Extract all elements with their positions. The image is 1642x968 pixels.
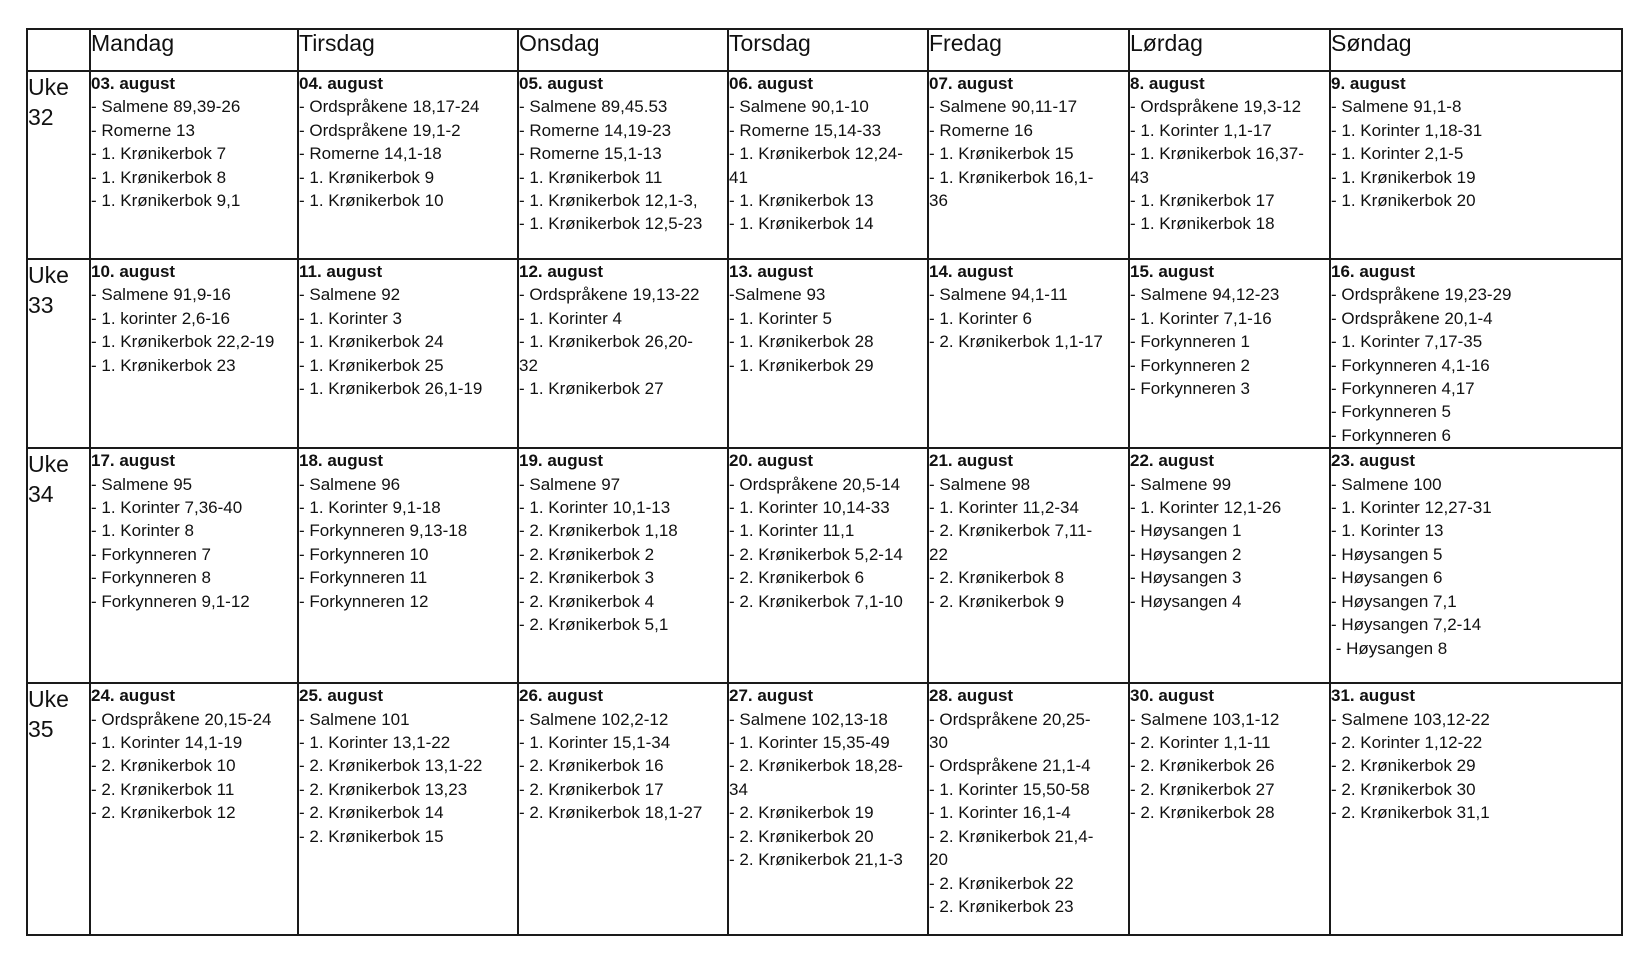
reading-item: - 2. Krønikerbok 12 xyxy=(91,803,236,823)
day-cell xyxy=(1330,448,1622,683)
reading-item: - 1. Korinter 7,17-35 xyxy=(1331,332,1483,352)
week-label: 34 xyxy=(28,481,54,508)
reading-item: - Salmene 91,1-8 xyxy=(1331,97,1462,117)
reading-item: - 2. Krønikerbok 29 xyxy=(1331,756,1476,776)
reading-item: - 2. Krønikerbok 16 xyxy=(519,756,664,776)
day-cell xyxy=(518,71,728,259)
day-cell xyxy=(1330,259,1622,448)
reading-item: 30 xyxy=(929,733,948,753)
reading-item: - 2. Krønikerbok 19 xyxy=(729,803,874,823)
reading-item: - Høysangen 3 xyxy=(1130,568,1242,588)
reading-item: - Salmene 91,9-16 xyxy=(91,285,231,305)
reading-item: - Romerne 15,14-33 xyxy=(729,120,882,140)
reading-item: - 1. Krønikerbok 26,1-19 xyxy=(299,379,483,399)
reading-item: - 1. Korinter 15,35-49 xyxy=(729,733,890,753)
reading-item: - Ordspråkene 20,1-4 xyxy=(1331,308,1493,328)
date-label: 23. august xyxy=(1331,451,1416,471)
reading-item: - 1. Krønikerbok 14 xyxy=(729,214,874,234)
date-label: 07. august xyxy=(929,74,1014,93)
reading-item: - 2. Krønikerbok 20 xyxy=(729,826,874,846)
reading-item: - Forkynneren 9,1-12 xyxy=(91,591,250,611)
date-label: 28. august xyxy=(929,686,1014,706)
day-cell xyxy=(298,683,518,935)
reading-item: - 1. korinter 2,6-16 xyxy=(91,308,230,328)
reading-item: - 2. Krønikerbok 26 xyxy=(1130,756,1275,776)
week-label-cell xyxy=(27,71,90,259)
day-header: Onsdag xyxy=(518,29,728,71)
reading-item: - Ordspråkene 20,5-14 xyxy=(729,474,901,494)
reading-item: - 1. Korinter 8 xyxy=(91,521,194,541)
reading-item: - Romerne 15,1-13 xyxy=(519,144,662,164)
reading-item: - 2. Krønikerbok 9 xyxy=(929,591,1065,611)
reading-item: - 1. Korinter 10,1-13 xyxy=(519,498,671,518)
reading-item: - 2. Krønikerbok 11 xyxy=(91,779,235,799)
reading-item: - Salmene 98 xyxy=(929,474,1031,494)
date-label: 06. august xyxy=(729,74,814,93)
reading-item: - Forkynneren 9,13-18 xyxy=(299,521,468,541)
reading-item: - 1. Korinter 4 xyxy=(519,308,622,328)
date-label: 21. august xyxy=(929,451,1014,471)
reading-item: - 2. Krønikerbok 22 xyxy=(929,873,1074,893)
reading-item: - 1. Krønikerbok 16,1- xyxy=(929,167,1094,187)
reading-item: - Ordspråkene 19,3-12 xyxy=(1130,97,1302,117)
day-header: Søndag xyxy=(1330,29,1622,71)
week-label: Uke xyxy=(28,686,69,713)
date-label: 05. august xyxy=(519,74,604,93)
day-cell xyxy=(728,683,928,935)
reading-item: - 2. Krønikerbok 1,18 xyxy=(519,521,678,541)
reading-item: 43 xyxy=(1130,167,1149,187)
day-header: Torsdag xyxy=(728,29,928,71)
reading-item: - 2. Krønikerbok 8 xyxy=(929,568,1065,588)
day-header: Fredag xyxy=(928,29,1129,71)
reading-item: - 1. Krønikerbok 13 xyxy=(729,191,874,211)
reading-item: - 1. Korinter 11,1 xyxy=(729,521,855,541)
reading-item: - Salmene 90,1-10 xyxy=(729,97,869,117)
reading-item: - Salmene 103,12-22 xyxy=(1331,709,1490,729)
reading-item: - 1. Korinter 11,2-34 xyxy=(929,498,1079,518)
week-row xyxy=(27,683,1622,935)
day-cell xyxy=(1330,71,1622,259)
reading-item: - Ordspråkene 20,25- xyxy=(929,709,1091,729)
reading-item: - Salmene 101 xyxy=(299,709,410,729)
reading-item: - 2. Krønikerbok 5,2-14 xyxy=(729,544,903,564)
reading-item: - 2. Krønikerbok 31,1 xyxy=(1331,803,1490,823)
day-cell xyxy=(728,71,928,259)
reading-item: - 2. Krønikerbok 2 xyxy=(519,544,655,564)
day-header: Mandag xyxy=(90,29,298,71)
date-label: 22. august xyxy=(1130,451,1215,471)
reading-item: - 1. Korinter 14,1-19 xyxy=(91,733,243,753)
reading-item: -Salmene 93 xyxy=(729,285,826,305)
reading-item: - 1. Korinter 2,1-5 xyxy=(1331,144,1464,164)
reading-item: - 1. Krønikerbok 23 xyxy=(91,355,236,375)
day-cell xyxy=(298,448,518,683)
date-label: 31. august xyxy=(1331,686,1416,706)
reading-item: - Salmene 90,11-17 xyxy=(929,97,1078,117)
reading-item: - 1. Krønikerbok 26,20- xyxy=(519,332,693,352)
reading-item: - 1. Krønikerbok 29 xyxy=(729,355,874,375)
reading-item: - 2. Krønikerbok 13,1-22 xyxy=(299,756,483,776)
day-cell xyxy=(1330,683,1622,935)
week-label: Uke xyxy=(28,262,69,288)
day-cell xyxy=(928,683,1129,935)
day-cell xyxy=(928,448,1129,683)
reading-plan-table xyxy=(26,28,1623,936)
reading-item: - 1. Korinter 12,1-26 xyxy=(1130,498,1282,518)
week-label: Uke xyxy=(28,74,69,100)
reading-item: - Høysangen 7,2-14 xyxy=(1331,615,1482,635)
reading-item: - 1. Krønikerbok 19 xyxy=(1331,167,1476,187)
reading-item: - 1. Krønikerbok 10 xyxy=(299,191,444,211)
date-label: 24. august xyxy=(91,686,176,706)
week-label-cell xyxy=(27,448,90,683)
reading-item: - 1. Korinter 6 xyxy=(929,308,1032,328)
reading-item: - Forkynneren 1 xyxy=(1130,332,1250,352)
date-label: 26. august xyxy=(519,686,604,706)
reading-item: - Forkynneren 2 xyxy=(1130,355,1250,375)
reading-item: - Forkynneren 12 xyxy=(299,591,429,611)
day-cell xyxy=(928,259,1129,448)
reading-item: - Høysangen 7,1 xyxy=(1331,591,1457,611)
reading-item: 34 xyxy=(729,779,748,799)
reading-item: - 1. Korinter 3 xyxy=(299,308,402,328)
week-label: 35 xyxy=(28,716,54,743)
reading-item: - Høysangen 2 xyxy=(1130,544,1242,564)
reading-item: - Ordspråkene 18,17-24 xyxy=(299,97,480,117)
reading-item: - 1. Krønikerbok 11 xyxy=(519,167,663,187)
reading-item: - Forkynneren 7 xyxy=(91,544,211,564)
reading-item: - 1. Krønikerbok 17 xyxy=(1130,191,1275,211)
day-cell xyxy=(518,683,728,935)
reading-item: - Salmene 89,39-26 xyxy=(91,97,241,117)
reading-item: - Salmene 102,13-18 xyxy=(729,709,888,729)
reading-item: - 1. Korinter 10,14-33 xyxy=(729,498,890,518)
reading-item: - Romerne 16 xyxy=(929,120,1033,140)
date-label: 04. august xyxy=(299,74,384,93)
reading-item: - 2. Krønikerbok 15 xyxy=(299,826,444,846)
reading-item: - 1. Korinter 1,18-31 xyxy=(1331,120,1483,140)
reading-item: - Høysangen 4 xyxy=(1130,591,1242,611)
reading-item: - 2. Krønikerbok 17 xyxy=(519,779,664,799)
week-row xyxy=(27,448,1622,683)
day-cell xyxy=(298,71,518,259)
date-label: 12. august xyxy=(519,262,604,281)
reading-item: - Salmene 94,1-11 xyxy=(929,285,1068,305)
week-label: 32 xyxy=(28,104,54,130)
reading-item: 22 xyxy=(929,544,948,564)
reading-item: - Ordspråkene 20,15-24 xyxy=(91,709,272,729)
reading-item: - 1. Krønikerbok 12,5-23 xyxy=(519,214,703,234)
reading-item: - 1. Krønikerbok 16,37- xyxy=(1130,144,1304,164)
day-cell xyxy=(90,259,298,448)
reading-item: - 1. Krønikerbok 9 xyxy=(299,167,435,187)
reading-item: - 1. Korinter 13,1-22 xyxy=(299,733,451,753)
reading-item: - 2. Krønikerbok 5,1 xyxy=(519,615,669,635)
reading-item: - 2. Krønikerbok 21,1-3 xyxy=(729,850,903,870)
reading-item: - 1. Korinter 12,27-31 xyxy=(1331,498,1492,518)
day-cell xyxy=(928,71,1129,259)
day-cell xyxy=(1129,259,1330,448)
week-row xyxy=(27,259,1622,448)
date-label: 9. august xyxy=(1331,74,1406,93)
reading-item: - Salmene 89,45.53 xyxy=(519,97,668,117)
day-cell xyxy=(728,259,928,448)
reading-item: - 1. Krønikerbok 8 xyxy=(91,167,227,187)
reading-item: 36 xyxy=(929,191,948,211)
reading-item: - Forkynneren 6 xyxy=(1331,425,1451,445)
reading-item: - 1. Korinter 16,1-4 xyxy=(929,803,1071,823)
reading-item: - 2. Korinter 1,1-11 xyxy=(1130,733,1271,753)
reading-item: - 1. Korinter 7,36-40 xyxy=(91,498,243,518)
day-cell xyxy=(1129,683,1330,935)
reading-item: - 1. Krønikerbok 27 xyxy=(519,379,664,399)
date-label: 25. august xyxy=(299,686,384,706)
reading-item: - 2. Krønikerbok 30 xyxy=(1331,779,1476,799)
reading-item: - 1. Korinter 7,1-16 xyxy=(1130,308,1272,328)
reading-item: - Salmene 95 xyxy=(91,474,193,494)
reading-item: - 1. Krønikerbok 22,2-19 xyxy=(91,332,275,352)
reading-item: - 2. Krønikerbok 7,11- xyxy=(929,521,1093,541)
reading-item: - Romerne 13 xyxy=(91,120,195,140)
reading-item: - 2. Krønikerbok 28 xyxy=(1130,803,1275,823)
reading-item: - Romerne 14,19-23 xyxy=(519,120,672,140)
day-header: Lørdag xyxy=(1129,29,1330,71)
reading-item: - Ordspråkene 19,1-2 xyxy=(299,120,461,140)
reading-item: - 2. Krønikerbok 4 xyxy=(519,591,655,611)
reading-item: - 1. Krønikerbok 12,24- xyxy=(729,144,903,164)
day-cell xyxy=(518,448,728,683)
reading-item: - 1. Krønikerbok 9,1 xyxy=(91,191,241,211)
reading-item: - Høysangen 8 xyxy=(1331,638,1448,658)
date-label: 10. august xyxy=(91,262,176,281)
reading-item: - 1. Krønikerbok 15 xyxy=(929,144,1074,164)
reading-item: - 1. Krønikerbok 12,1-3, xyxy=(519,191,698,211)
reading-item: - 2. Krønikerbok 3 xyxy=(519,568,655,588)
reading-item: - 2. Krønikerbok 14 xyxy=(299,803,444,823)
reading-item: - 1. Korinter 15,1-34 xyxy=(519,733,671,753)
reading-item: - 2. Korinter 1,12-22 xyxy=(1331,733,1483,753)
reading-item: - Salmene 102,2-12 xyxy=(519,709,669,729)
reading-item: - Forkynneren 5 xyxy=(1331,402,1451,422)
day-cell xyxy=(90,71,298,259)
reading-item: - Salmene 99 xyxy=(1130,474,1232,494)
reading-item: - 2. Krønikerbok 10 xyxy=(91,756,236,776)
date-label: 16. august xyxy=(1331,262,1416,281)
date-label: 19. august xyxy=(519,451,604,471)
day-cell xyxy=(1129,71,1330,259)
reading-item: - 1. Korinter 9,1-18 xyxy=(299,498,441,518)
reading-item: - Salmene 94,12-23 xyxy=(1130,285,1280,305)
reading-item: - Forkynneren 3 xyxy=(1130,379,1250,399)
reading-item: 41 xyxy=(729,167,748,187)
reading-item: - 1. Krønikerbok 24 xyxy=(299,332,444,352)
reading-item: - 2. Krønikerbok 18,28- xyxy=(729,756,903,776)
reading-item: - 1. Krønikerbok 20 xyxy=(1331,191,1476,211)
date-label: 14. august xyxy=(929,262,1014,281)
date-label: 30. august xyxy=(1130,686,1215,706)
reading-item: - 2. Krønikerbok 7,1-10 xyxy=(729,591,903,611)
date-label: 11. august xyxy=(299,262,383,281)
reading-item: - Salmene 92 xyxy=(299,285,401,305)
reading-item: - Forkynneren 11 xyxy=(299,568,428,588)
day-cell xyxy=(90,448,298,683)
reading-item: - 1. Krønikerbok 25 xyxy=(299,355,444,375)
reading-item: - 1. Krønikerbok 18 xyxy=(1130,214,1275,234)
date-label: 17. august xyxy=(91,451,176,471)
reading-item: - 2. Krønikerbok 21,4- xyxy=(929,826,1094,846)
day-cell xyxy=(1129,448,1330,683)
reading-item: 20 xyxy=(929,850,948,870)
reading-item: - 1. Korinter 5 xyxy=(729,308,832,328)
reading-item: - Ordspråkene 19,23-29 xyxy=(1331,285,1512,305)
reading-item: - 1. Korinter 1,1-17 xyxy=(1130,120,1272,140)
reading-item: - Høysangen 6 xyxy=(1331,568,1443,588)
reading-item: 32 xyxy=(519,355,538,375)
reading-item: - Forkynneren 10 xyxy=(299,544,429,564)
date-label: 20. august xyxy=(729,451,814,471)
date-label: 15. august xyxy=(1130,262,1215,281)
reading-item: - 1. Krønikerbok 7 xyxy=(91,144,227,164)
reading-item: - 1. Korinter 13 xyxy=(1331,521,1444,541)
reading-item: - 1. Krønikerbok 28 xyxy=(729,332,874,352)
header-row xyxy=(27,29,1622,71)
reading-item: - Forkynneren 4,1-16 xyxy=(1331,355,1490,375)
reading-item: - 1. Korinter 15,50-58 xyxy=(929,779,1090,799)
reading-item: - 2. Krønikerbok 23 xyxy=(929,896,1074,916)
date-label: 18. august xyxy=(299,451,384,471)
day-cell xyxy=(518,259,728,448)
week-label: Uke xyxy=(28,451,69,478)
week-label-cell xyxy=(27,259,90,448)
day-cell xyxy=(728,448,928,683)
reading-item: - Salmene 100 xyxy=(1331,474,1442,494)
reading-item: - Salmene 97 xyxy=(519,474,621,494)
reading-item: - 2. Krønikerbok 1,1-17 xyxy=(929,332,1103,352)
date-label: 8. august xyxy=(1130,74,1205,93)
corner-cell xyxy=(27,29,90,71)
reading-item: - Salmene 103,1-12 xyxy=(1130,709,1280,729)
reading-item: - 2. Krønikerbok 27 xyxy=(1130,779,1275,799)
reading-item: - Forkynneren 4,17 xyxy=(1331,379,1475,399)
date-label: 03. august xyxy=(91,74,176,93)
week-label: 33 xyxy=(28,292,54,318)
day-header: Tirsdag xyxy=(298,29,518,71)
reading-item: - Forkynneren 8 xyxy=(91,568,211,588)
reading-item: - 2. Krønikerbok 18,1-27 xyxy=(519,803,703,823)
reading-item: - Høysangen 5 xyxy=(1331,544,1443,564)
date-label: 27. august xyxy=(729,686,814,706)
reading-item: - 2. Krønikerbok 6 xyxy=(729,568,865,588)
week-label-cell xyxy=(27,683,90,935)
week-row xyxy=(27,71,1622,259)
reading-item: - Ordspråkene 21,1-4 xyxy=(929,756,1091,776)
reading-item: - Salmene 96 xyxy=(299,474,401,494)
reading-item: - Romerne 14,1-18 xyxy=(299,144,442,164)
reading-item: - 2. Krønikerbok 13,23 xyxy=(299,779,468,799)
date-label: 13. august xyxy=(729,262,814,281)
reading-item: - Ordspråkene 19,13-22 xyxy=(519,285,700,305)
day-cell xyxy=(298,259,518,448)
day-cell xyxy=(90,683,298,935)
reading-item: - Høysangen 1 xyxy=(1130,521,1242,541)
